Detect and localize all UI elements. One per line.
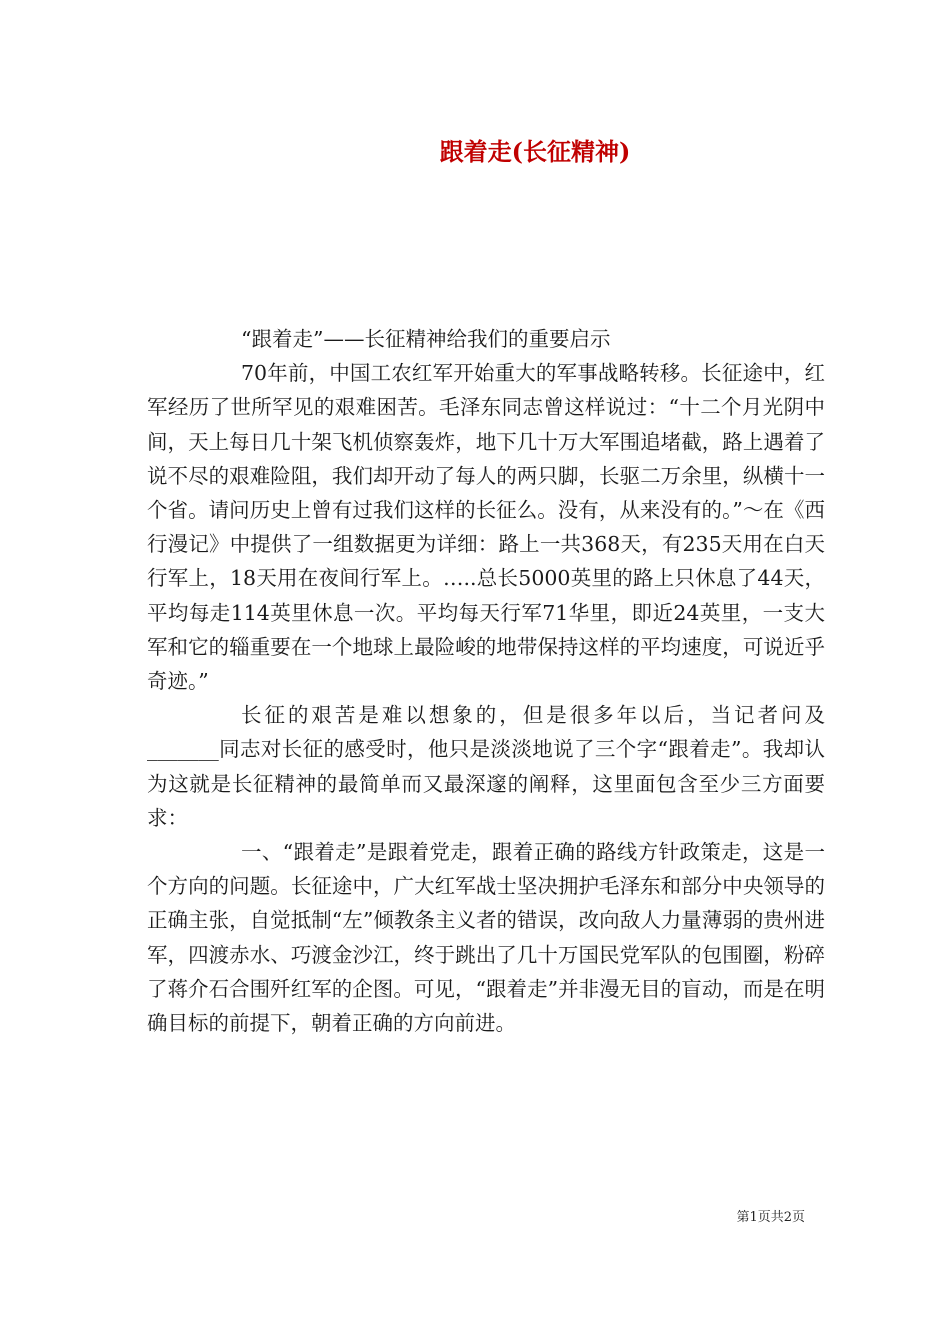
- document-title-text: 跟着走(长征精神): [439, 137, 631, 166]
- paragraph-2: 长征的艰苦是难以想象的，但是很多年以后，当记者问及_______同志对长征的感受时，他只是淡淡地说了三个字“跟着走”。我却认为这就是长征精神的最简单而又最深邃的阐释，这里面包含至少三方面要求：: [147, 703, 825, 830]
- page-footer: 第1页共2页: [736, 1210, 805, 1225]
- document-subtitle: “跟着走”——长征精神给我们的重要启示: [241, 327, 611, 351]
- paragraph-3: 一、“跟着走”是跟着党走，跟着正确的路线方针政策走，这是一个方向的问题。长征途中，广大红军战士坚决拥护毛泽东和部分中央领导的正确主张，自觉抵制“左”倾教条主义者的错误，改向敌人力量薄弱的贵州进军，四渡赤水、巧渡金沙江，终于跳出了几十万国民党军队的包围圈，粉碎了蒋介石合围歼红军的企图。可见，“跟着走”并非漫无目的盲动，而是在明确目标的前提下，朝着正确的方向前进。: [147, 840, 825, 1036]
- document-body: [147, 322, 825, 1040]
- paragraph-1: 70年前，中国工农红军开始重大的军事战略转移。长征途中，红军经历了世所罕见的艰难困苦。毛泽东同志曾这样说过：“十二个月光阴中间，天上每日几十架飞机侦察轰炸，地下几十万大军围追堵截，路上遇着了说不尽的艰难险阻，我们却开动了每人的两只脚，长驱二万余里，纵横十一个省。请问历史上曾有过我们这样的长征么。没有，从来没有的。”～在《西行漫记》中提供了一组数据更为详细：路上一共368天，有235天用在白天行军上，18天用在夜间行军上。…..总长5000英里的路上只休息了44天，平均每走114英里休息一次。平均每天行军71华里，即近24英里，一支大军和它的辎重要在一个地球上最险峻的地带保持这样的平均速度，可说近乎奇迹。”: [147, 361, 825, 694]
- document-title: [0, 132, 950, 167]
